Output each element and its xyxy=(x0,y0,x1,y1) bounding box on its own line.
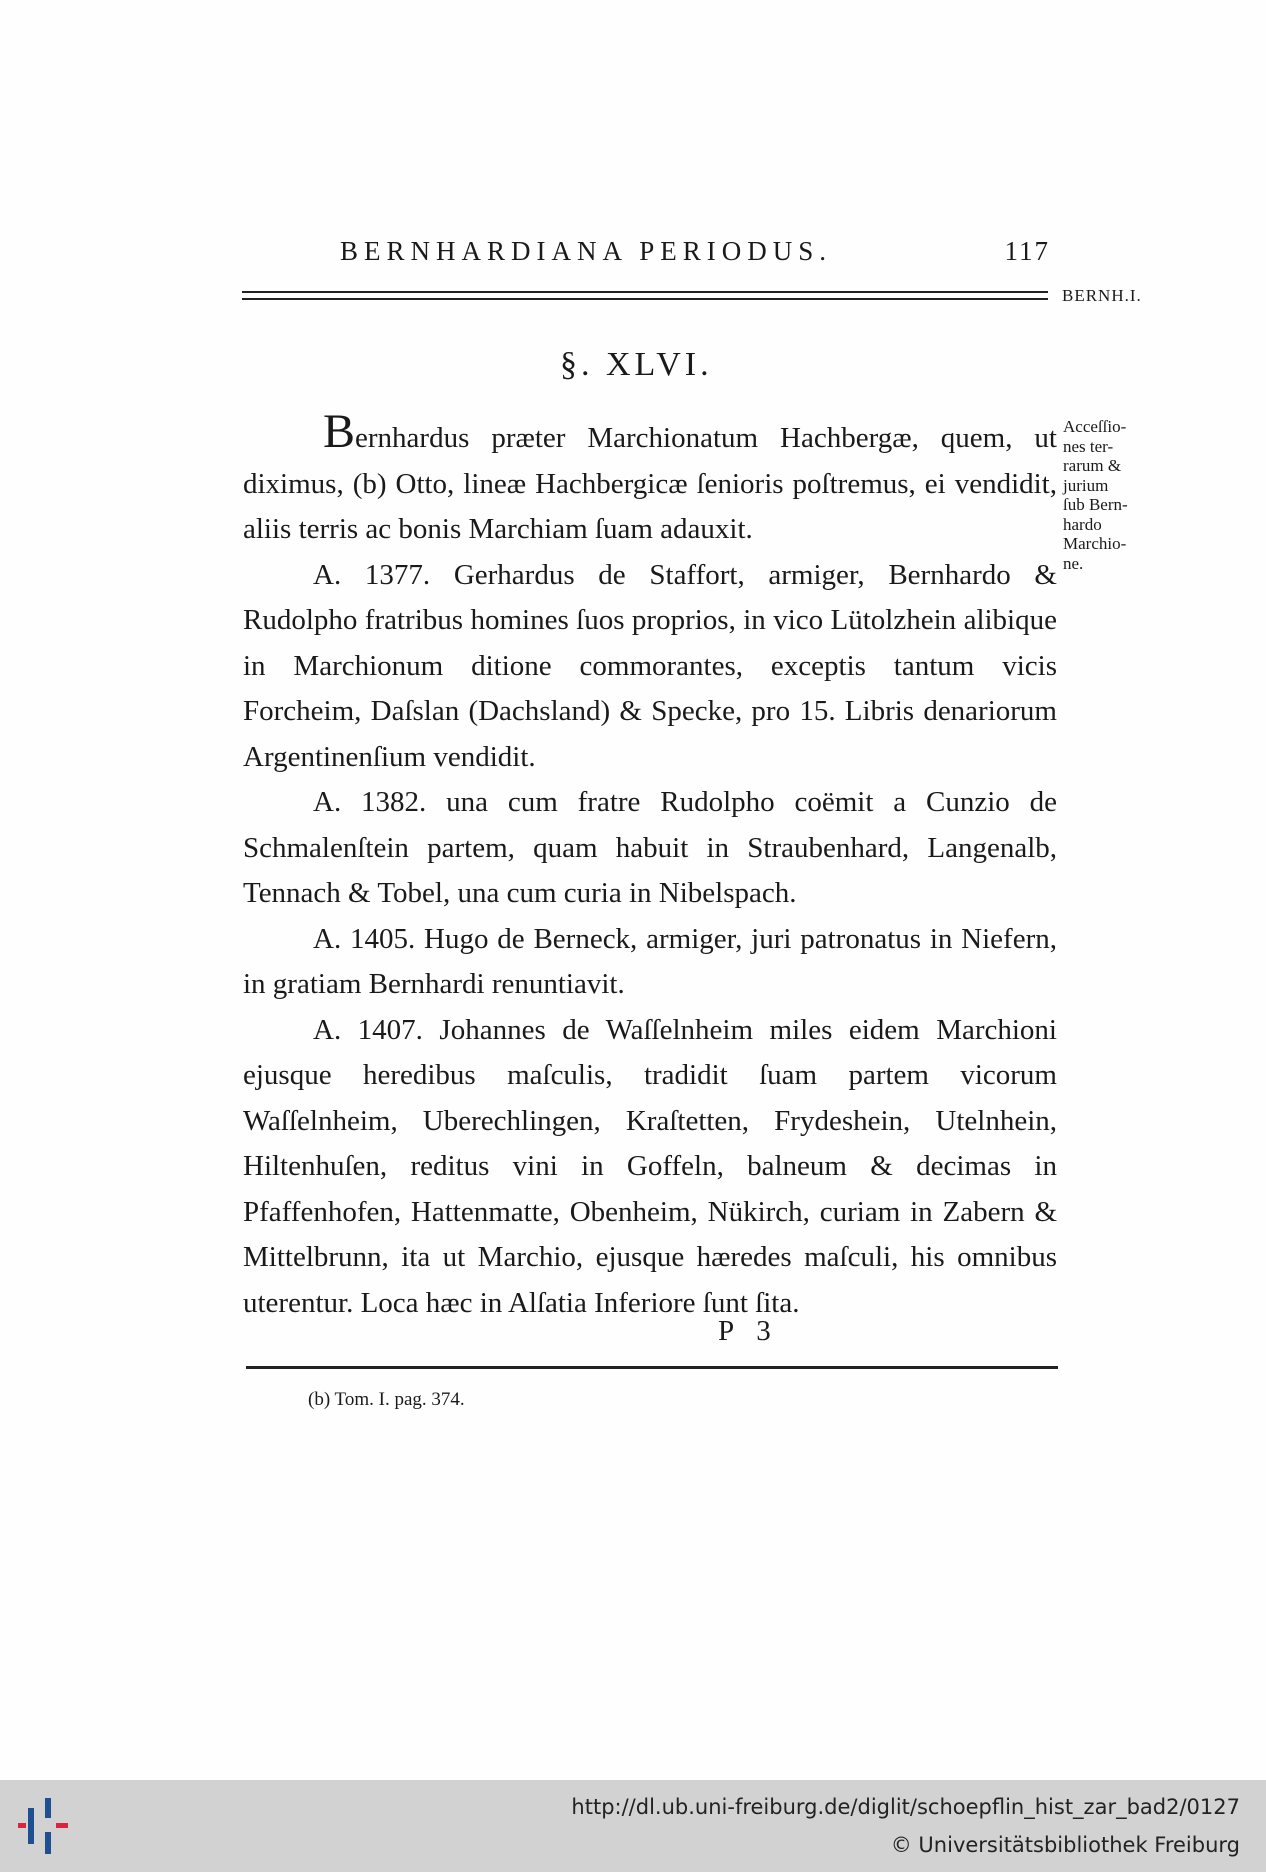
signature-mark: P 3 xyxy=(718,1315,779,1347)
footnote-rule xyxy=(246,1366,1058,1369)
page-number: 117 xyxy=(1004,236,1050,266)
section-heading: §. XLVI. xyxy=(560,346,713,383)
library-logo-icon xyxy=(18,1794,78,1858)
paragraph-4: A. 1405. Hugo de Berneck, armiger, juri patronatus in Niefern, in gratiam Bernhardi renuntiavit. xyxy=(243,922,1057,1000)
header-rule xyxy=(242,291,1048,300)
paragraph-3: A. 1382. una cum fratre Rudolpho coëmit a Cunzio de Schmalenſtein partem, quam habuit in Straubenhard, Langenalb, Tennach & Tobel, una cum curia in Nibelspach. xyxy=(243,786,1057,909)
paragraph-5: A. 1407. Johannes de Waſſelnheim miles eidem Marchioni ejusque heredibus maſculis, tradidit ſuam partem vicorum Waſſelnheim, Uberechlingen, Kraſtetten, Frydeshein, Utelnhein, Hiltenhuſen, reditus vini in Goffeln, balneum & decimas in Pfaffenhofen, Hattenmatte, Obenheim, Nükirch, curiam in Zabern & Mittelbrunn, ita ut Marchio, ejusque hæredes maſculi, his omnibus uterentur. Loca hæc in Alſatia Inferiore ſunt ſita. xyxy=(243,1013,1057,1319)
viewer-footer xyxy=(0,1780,1266,1872)
margin-abbreviation: BERNH.I. xyxy=(1062,286,1142,305)
footnote: (b) Tom. I. pag. 374. xyxy=(308,1389,465,1410)
drop-cap: B xyxy=(323,405,356,458)
paragraph-1-text: ernhardus præter Marchionatum Hachbergæ, quem, ut diximus, (b) Otto, lineæ Hachbergicæ ſenioris poſtremus, ei vendidit, aliis terris ac bonis Marchiam ſuam adauxit. xyxy=(243,422,1057,545)
paragraph-1 xyxy=(243,405,1057,553)
permalink-url[interactable]: http://dl.ub.uni-freiburg.de/diglit/schoepflin_hist_zar_bad2/0127 xyxy=(571,1795,1240,1819)
marginal-note: Acceſſio- nes ter- rarum & jurium ſub Bern- hardo Marchio- ne. xyxy=(1063,417,1128,573)
running-title: BERNHARDIANA PERIODUS. xyxy=(340,236,833,266)
body-text xyxy=(243,405,1057,1326)
copyright-notice: © Universitätsbibliothek Freiburg xyxy=(890,1833,1240,1857)
paragraph-2: A. 1377. Gerhardus de Staffort, armiger, Bernhardo & Rudolpho fratribus homines ſuos proprios, in vico Lütolzhein alibique in Marchionum ditione commorantes, exceptis tantum vicis Forcheim, Daſslan (Dachsland) & Specke, pro 15. Libris denariorum Argentinenſium vendidit. xyxy=(243,558,1057,773)
